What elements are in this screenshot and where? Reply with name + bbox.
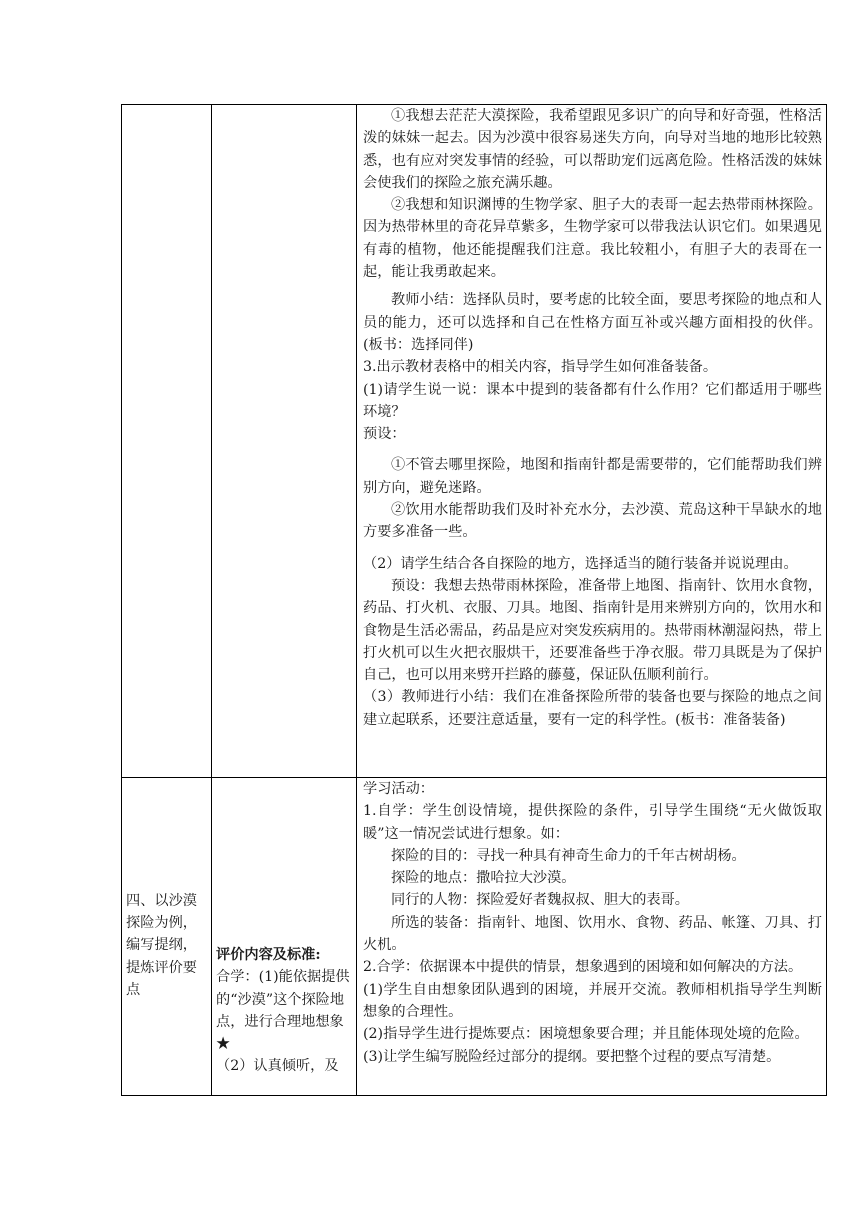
evaluation-cell xyxy=(212,105,357,778)
paragraph: 学习活动： xyxy=(363,781,434,797)
evaluation-cell xyxy=(212,778,357,1096)
paragraph: ①我想去茫茫大漠探险，我希望跟见多识广的向导和好奇强，性格活泼的妹妹一起去。因为沙漠中很容易迷失方向，向导对当地的地形比较熟悉，也有应对突发事情的经验，可以帮助宠们远离危险。性格活泼的妹妹会使我们的探险之旅充满乐趣。 xyxy=(363,108,822,191)
paragraph: 探险的地点：撒哈拉大沙漠。 xyxy=(391,870,576,887)
paragraph: 教师小结：选择队员时，要考虑的比较全面，要思考探险的地点和人员的能力，还可以选择和自己在性格方面互补或兴趣方面相投的伙伴。(板书：选择同伴) xyxy=(363,292,822,353)
table-row xyxy=(122,778,827,1096)
paragraph: （3）教师进行小结：我们在准备探险所带的装备也要与探险的地点之间建立起联系，还要注意适量，要有一定的科学性。(板书：准备装备) xyxy=(363,689,822,728)
evaluation-heading: 评价内容及标准: xyxy=(216,947,321,963)
paragraph: 同行的人物：探险爱好者魏叔叔、胆大的表哥。 xyxy=(391,892,689,909)
paragraph: （2）请学生结合各自探险的地方，选择适当的随行装备并说说理由。 xyxy=(363,555,798,572)
paragraph: 探险的目的：寻找一种具有神奇生命力的千年古树胡杨。 xyxy=(391,847,746,864)
paragraph: 1.自学：学生创设情境，提供探险的条件，引导学生围绕“无火做饭取暖”这一情况尝试进行想象。如： xyxy=(363,803,822,842)
paragraph: ②我想和知识渊博的生物学家、胆子大的表哥一起去热带雨林探险。因为热带林里的奇花异草紫多，生物学家可以带我法认识它们。如果遇见有毒的植物，他还能提醒我们注意。我比较粗小，有胆子大的表哥在一起，能让我勇敢起来。 xyxy=(363,197,822,281)
paragraph: 所选的装备：指南针、地图、饮用水、食物、药品、帐篷、刀具、打火机。 xyxy=(363,914,822,954)
activity-cell xyxy=(357,778,827,1096)
paragraph: (3)让学生编写脱险经过部分的提纲。要把整个过程的要点写清楚。 xyxy=(363,1048,781,1065)
lesson-plan-table xyxy=(121,104,827,1096)
paragraph: 预设：我想去热带雨林探险，准备带上地图、指南针、饮用水食物，药品、打火机、衣服、刀具。地图、指南针是用来辨别方向的，饮用水和食物是生活必需品，药品是应对突发疾病用的。热带雨林潮湿闷热，带上打火机可以生火把衣服烘干，还要准备些于净衣服。带刀具既是为了保护自己，也可以用来劈开拦路的藤蔓，保证队伍顺利前行。 xyxy=(363,577,822,684)
stage-title: 四、以沙漠探险为例，编写提纲，提炼评价要点 xyxy=(126,892,197,998)
paragraph: ①不管去哪里探险，地图和指南针都是需要带的，它们能帮助我们辨别方向，避免迷路。 xyxy=(363,457,822,496)
table-row xyxy=(122,105,827,778)
paragraph: ②饮用水能帮助我们及时补充水分，去沙漠、荒岛这种干旱缺水的地方要多准备一些。 xyxy=(363,502,822,541)
paragraph: (2)指导学生进行提炼要点：困境想象要合理；并且能体现处境的危险。 xyxy=(363,1026,809,1043)
paragraph: 3.出示教材表格中的相关内容，指导学生如何准备装备。 xyxy=(363,359,718,376)
paragraph: (1)学生自由想象团队遇到的困境，并展开交流。教师相机指导学生判断想象的合理性。 xyxy=(363,981,822,1020)
paragraph: 2.合学：依据课本中提供的情景，想象遇到的困境和如何解决的方法。 xyxy=(363,959,803,976)
stage-cell xyxy=(122,778,212,1096)
evaluation-item: （2）认真倾听，及 xyxy=(216,1058,339,1075)
stage-cell xyxy=(122,105,212,778)
paragraph: 预设： xyxy=(363,426,406,443)
activity-cell xyxy=(357,105,827,778)
evaluation-item: 合学：(1)能依据提供的“沙漠”这个探险地点，进行合理地想象★ xyxy=(216,969,350,1053)
paragraph: (1)请学生说一说：课本中提到的装备都有什么作用？它们都适用于哪些环境？ xyxy=(363,381,822,420)
